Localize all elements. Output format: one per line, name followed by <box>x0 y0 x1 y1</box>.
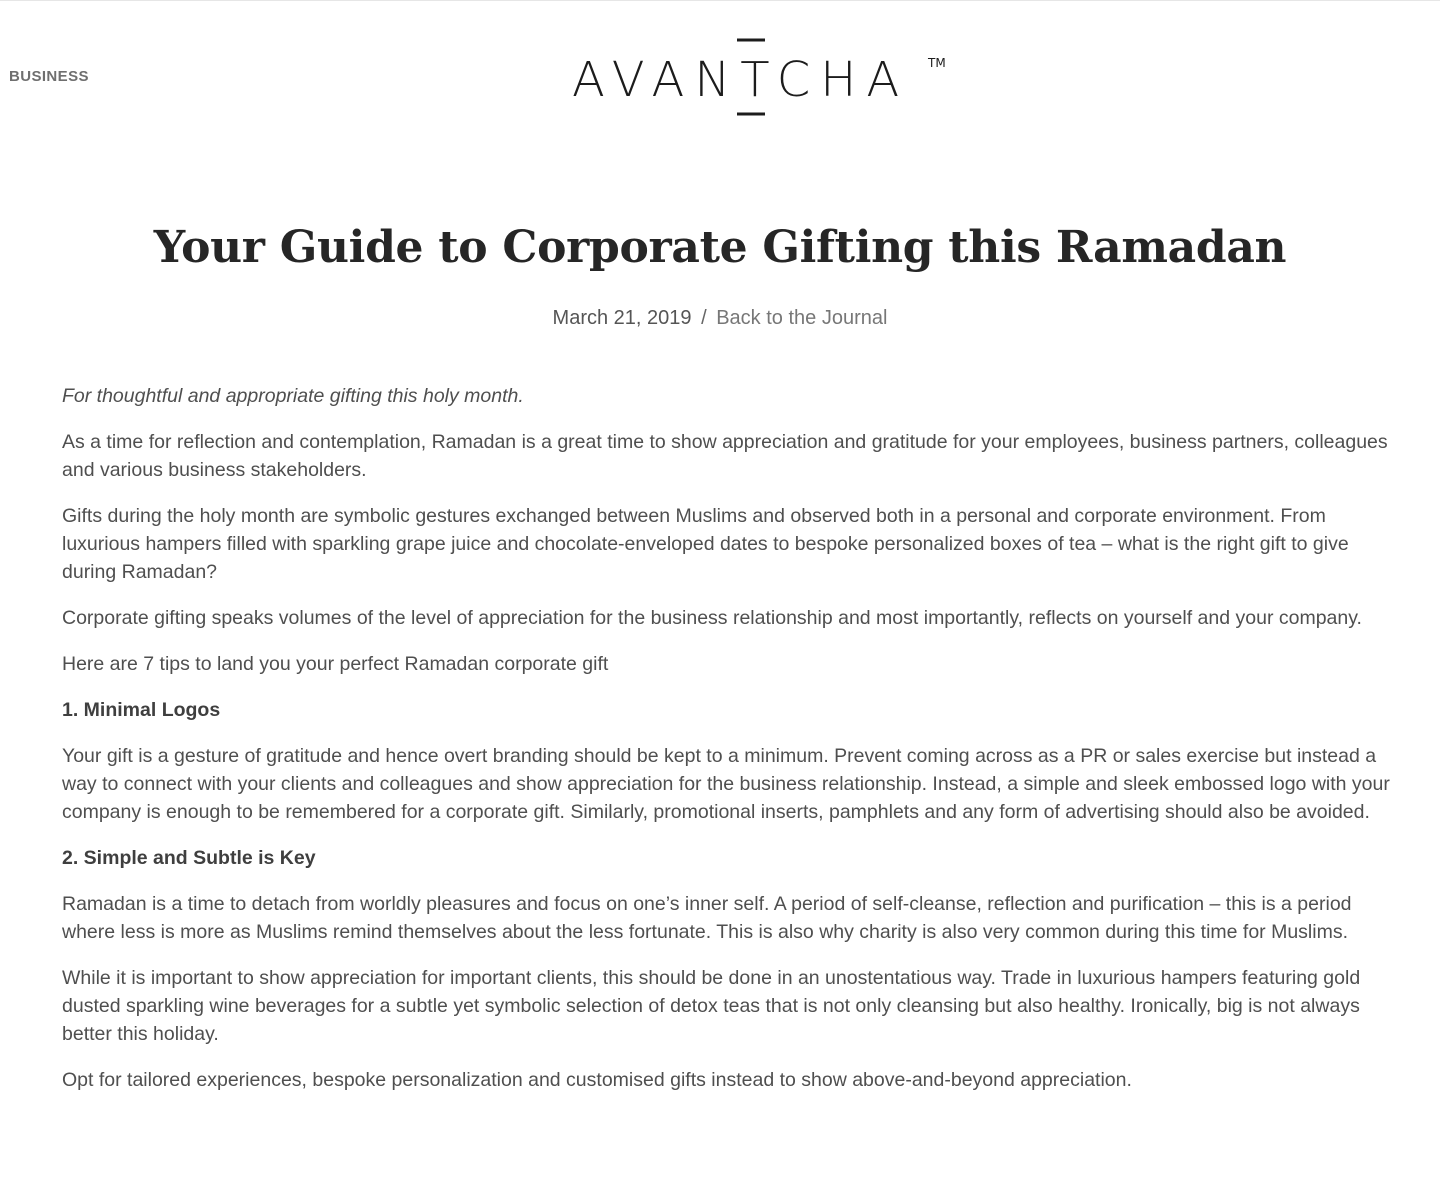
section-paragraph: Opt for tailored experiences, bespoke personalization and customised gifts instead to show above-and-beyond appreciation. <box>62 1069 1132 1091</box>
section-paragraph: Ramadan is a time to detach from worldly pleasures and focus on one’s inner self. A period of self-cleanse, reflection and purification – this is a period where less is more as Muslims remind themselves about the less fortunate. This is also why charity is also very common during this time for Muslims. <box>62 893 1352 943</box>
logo-wordmark: AVANTCHA <box>572 52 910 108</box>
article-body <box>62 382 1397 1112</box>
article-paragraph: As a time for reflection and contemplation, Ramadan is a great time to show appreciation and gratitude for your employees, business partners, colleagues and various business stakeholders. <box>62 431 1388 481</box>
article-paragraph: Gifts during the holy month are symbolic gestures exchanged between Muslims and observed both in a personal and corporate environment. From luxurious hampers filled with sparkling grape juice and chocolate-enveloped dates to bespoke personalized boxes of tea – what is the right gift to give during Ramadan? <box>62 505 1349 583</box>
section-paragraph: While it is important to show appreciation for important clients, this should be done in an unostentatious way. Trade in luxurious hampers featuring gold dusted sparkling wine beverages for a subtle yet symbolic selection of detox teas that is not only cleansing but also healthy. Ironically, big is not always better this holiday. <box>62 967 1361 1045</box>
article-lede: For thoughtful and appropriate gifting this holy month. <box>62 385 524 407</box>
article-meta <box>0 304 1440 332</box>
page-title: Your Guide to Corporate Gifting this Ramadan <box>153 222 1287 273</box>
top-border <box>0 0 1440 1</box>
section-paragraph: Your gift is a gesture of gratitude and hence overt branding should be kept to a minimum. Prevent coming across as a PR or sales exercise but instead a way to connect with your clients and colleagues and show appreciation for the business relationship. Instead, a simple and sleek embossed logo with your company is enough to be remembered for a corporate gift. Similarly, promotional inserts, pamphlets and any form of advertising should also be avoided. <box>62 745 1390 823</box>
article-paragraph: Here are 7 tips to land you your perfect Ramadan corporate gift <box>62 653 609 675</box>
nav-category-business[interactable]: BUSINESS <box>9 68 89 85</box>
brand-logo[interactable] <box>572 36 952 118</box>
meta-separator: / <box>701 307 707 329</box>
article-paragraph: Corporate gifting speaks volumes of the level of appreciation for the business relationship and most importantly, reflects on yourself and your company. <box>62 607 1362 629</box>
publish-date: March 21, 2019 <box>552 307 692 329</box>
logo-trademark: TM <box>928 56 946 70</box>
back-to-journal-link[interactable]: Back to the Journal <box>716 307 888 329</box>
section-heading: 1. Minimal Logos <box>62 699 221 721</box>
section-heading: 2. Simple and Subtle is Key <box>62 847 316 869</box>
